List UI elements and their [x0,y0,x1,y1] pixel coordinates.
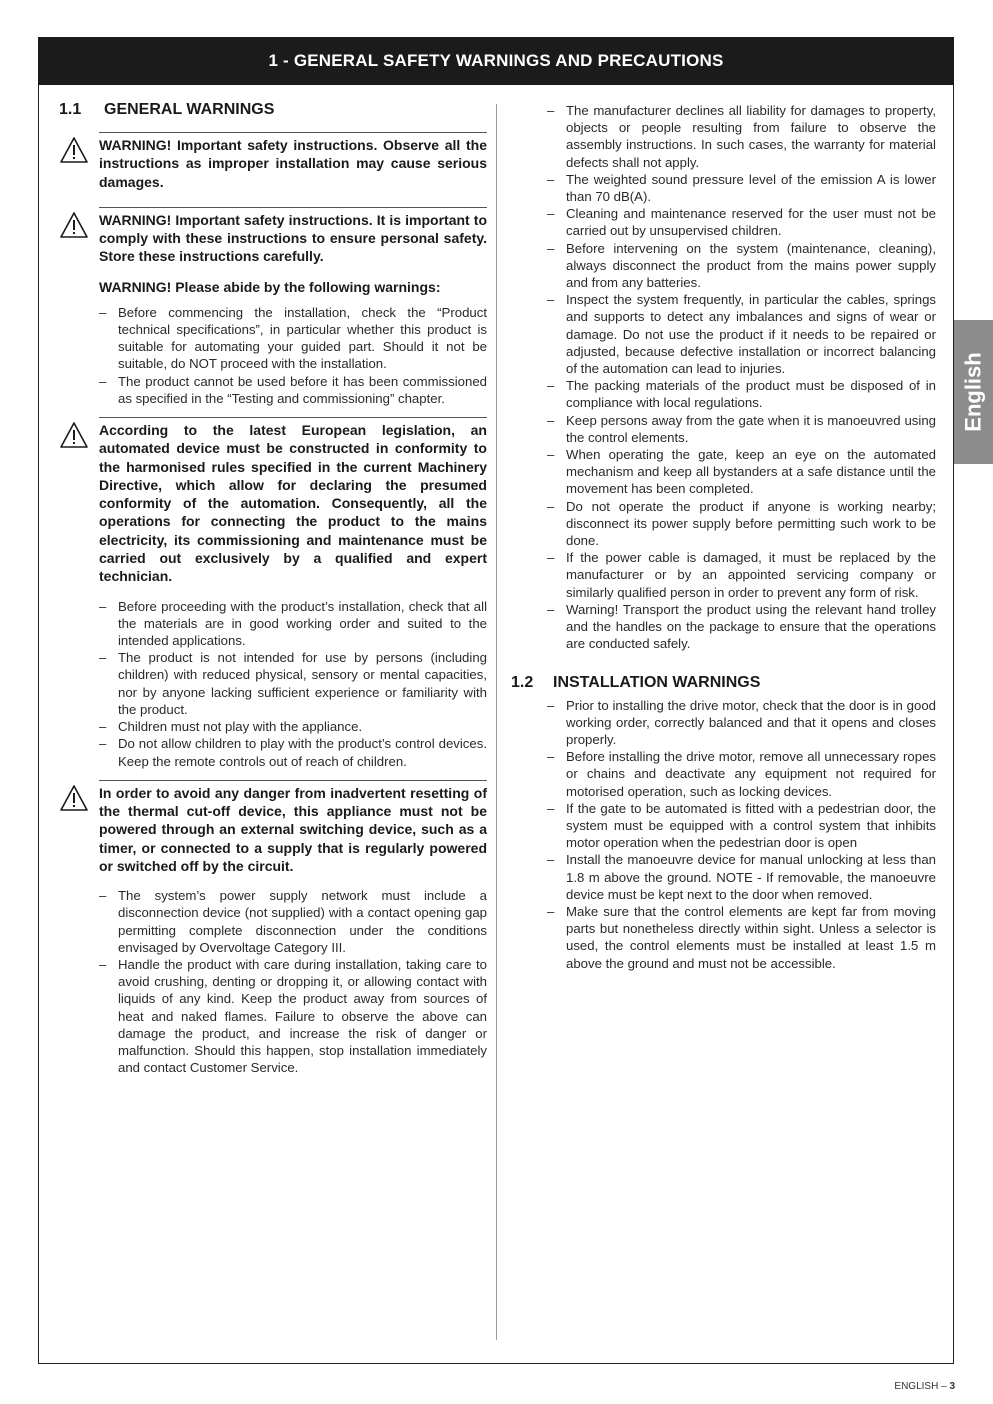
warnings-subheading: WARNING! Please abide by the following warnings: [99,278,441,295]
warning-block-3 [59,417,487,586]
warning-text: WARNING! Important safety instructions. Observe all the instructions as improper installation may cause serious damages. [99,137,487,190]
list-item: – Install the manoeuvre device for manual unlocking at less than 1.8 m above the ground. NOTE - If removable, the manoeuvre device must be kept next to the door when removed. [547,851,936,903]
list-item: – The packing materials of the product must be disposed of in compliance with local regulations. [547,377,936,411]
list-item: – The product is not intended for use by persons (including children) with reduced physical, sensory or mental capacities, nor by anyone lacking sufficient experience or familiarity with the product. [99,649,487,718]
list-item: – Before installing the drive motor, remove all unnecessary ropes or chains and deactivate any equipment not required for motorised operation, such as locking devices. [547,748,936,800]
section-number: 1.2 [511,673,534,691]
warning-text: In order to avoid any danger from inadvertent resetting of the thermal cut-off device, this appliance must not be powered through an external switching device, such as a timer, or connected to a supply that is regularly powered or switched off by the circuit. [99,784,487,874]
list-item: – Cleaning and maintenance reserved for the user must not be carried out by unsupervised children. [547,205,936,239]
list-item: – Prior to installing the drive motor, check that the door is in good working order, correctly balanced and that it opens and closes properly. [547,697,936,749]
list-item: – Before commencing the installation, check the “Product technical specifications”, in particular whether this product is suitable for automating your guided part. Should it not be suitable, do NOT proceed with the installation. [99,304,487,373]
list-item: – If the power cable is damaged, it must be replaced by the manufacturer or by an appointed servicing company or similarly qualified person in order to prevent any form of risk. [547,549,936,601]
language-tab [954,320,993,464]
list-item: – When operating the gate, keep an eye on the automated mechanism and keep all bystanders at a safe distance until the movement has been completed. [547,446,936,498]
warning-list-b [59,598,487,770]
column-divider [496,104,497,1340]
list-item: – The weighted sound pressure level of the emission A is lower than 70 dB(A). [547,171,936,205]
language-tab-label: English [960,352,986,432]
list-item: – Handle the product with care during installation, taking care to avoid crushing, denting or dropping it, or allowing contact with liquids of any kind. Keep the product away from sources of heat and naked flames. Failure to observe the above can damage the product, and increase the risk of danger or malfunction. Should this happen, stop installation immediately and contact Customer Service. [99,956,487,1076]
chapter-header [38,37,954,85]
list-item: – Inspect the system frequently, in particular the cables, springs and supports to detect any imbalances and signs of wear or damage. Do not use the product if it needs to be repaired or adjusted, because defective installation or incorrect balancing of the automation can lead to injuries. [547,291,936,377]
warning-triangle-icon [59,780,99,875]
warning-list-a [59,304,487,407]
warning-triangle-icon [59,207,99,266]
section-number: 1.1 [59,101,82,118]
list-item: – Before proceeding with the product’s installation, check that all the materials are in good working order and suited to the intended applications. [99,598,487,650]
list-item: – Warning! Transport the product using the relevant hand trolley and the handles on the package to ensure that the operations are conducted safely. [547,601,936,653]
list-item: – Keep persons away from the gate when it is manoeuvred using the control elements. [547,412,936,446]
section-heading-1-1 [59,98,487,122]
warning-block-2 [59,207,487,266]
list-item: – The manufacturer declines all liability for damages to property, objects or people resulting from failure to observe the assembly instructions. In such cases, the warranty for material defects shall not apply. [547,102,936,171]
warning-list-c [59,887,487,1076]
section-title: GENERAL WARNINGS [104,101,275,118]
list-item: – Do not operate the product if anyone is working nearby; disconnect its power supply before permitting such work to be done. [547,498,936,550]
list-item: – If the gate to be automated is fitted with a pedestrian door, the system must be equipped with a control system that inhibits motor operation when the pedestrian door is open [547,800,936,852]
page-footer [894,1381,955,1392]
list-item: – The product cannot be used before it has been commissioned as specified in the “Testing and commissioning” chapter. [99,373,487,407]
list-item: – Do not allow children to play with the product’s control devices. Keep the remote controls out of reach of children. [99,735,487,769]
warning-triangle-icon [59,132,99,191]
footer-label: ENGLISH – [894,1381,950,1392]
page-number: 3 [949,1381,955,1392]
section-heading-1-2 [511,671,936,695]
section-title: INSTALLATION WARNINGS [553,673,761,691]
installation-warnings-list [511,697,936,972]
list-item: – The system’s power supply network must include a disconnection device (not supplied) with a contact opening gap permitting complete disconnection under the conditions envisaged by Overvoltage Category III. [99,887,487,956]
warning-triangle-icon [59,417,99,586]
right-column [511,102,936,972]
chapter-title: 1 - GENERAL SAFETY WARNINGS AND PRECAUTIONS [268,51,724,70]
warning-text: According to the latest European legislation, an automated device must be constructed in conformity to the harmonised rules specified in the current Machinery Directive, which allow for declaring the presumed conformity of the automation. Consequently, all the operations for connecting the product to the mains electricity, its commissioning and maintenance must be carried out exclusively by a qualified and expert technician. [99,422,487,585]
left-column [59,98,487,1076]
list-item: – Before intervening on the system (maintenance, cleaning), always disconnect the product from the mains power supply and from any batteries. [547,240,936,292]
warning-block-4 [59,780,487,875]
warning-text: WARNING! Important safety instructions. It is important to comply with these instructions to ensure personal safety. Store these instructions carefully. [99,211,487,265]
list-item: – Make sure that the control elements are kept far from moving parts but nonetheless directly within sight. Unless a selector is used, the control elements must be installed at least 1.5 m above the ground and must not be accessible. [547,903,936,972]
warning-list-d [511,102,936,653]
list-item: – Children must not play with the appliance. [99,718,487,735]
warning-block-1 [59,132,487,191]
